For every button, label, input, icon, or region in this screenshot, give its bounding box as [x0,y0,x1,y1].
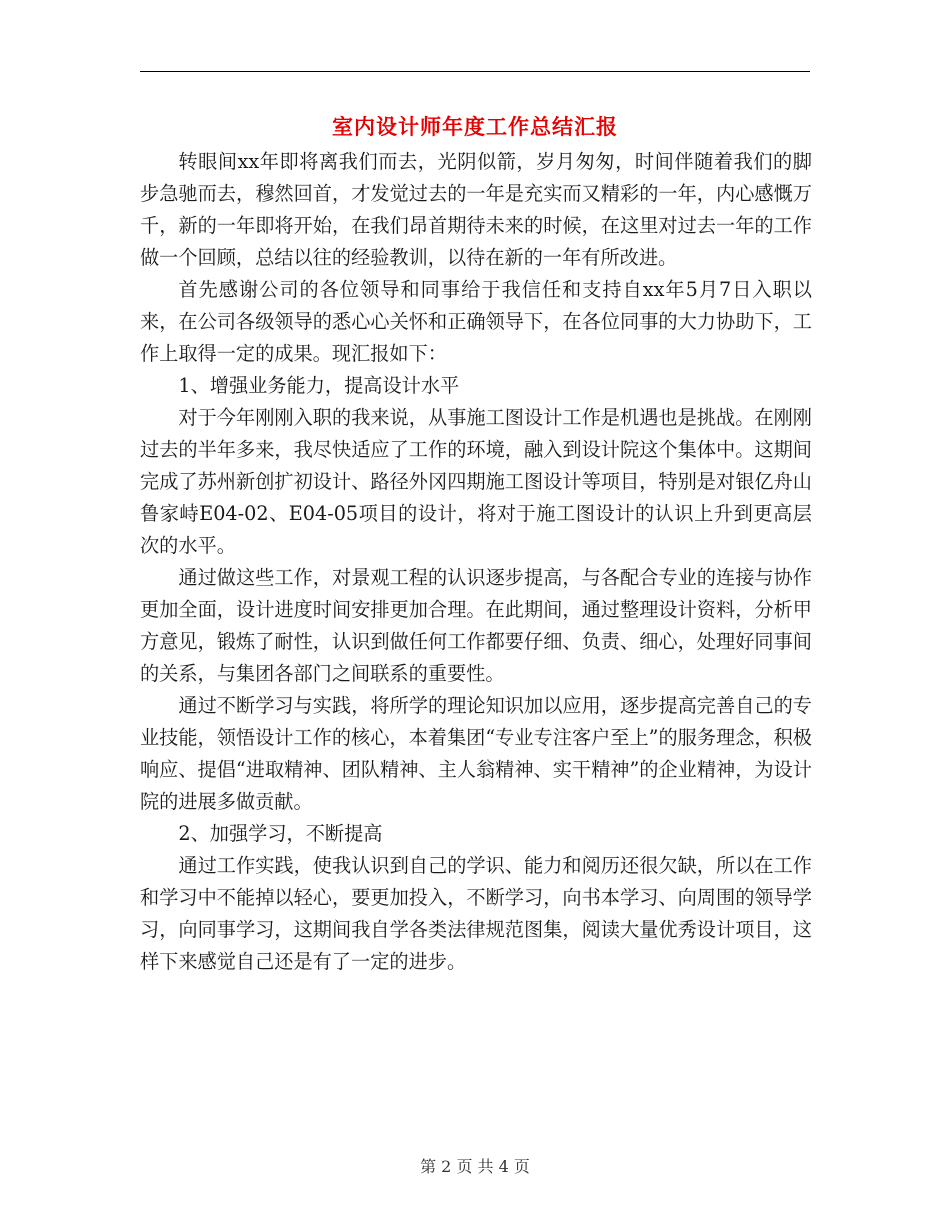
paragraph-section-1b: 通过做这些工作，对景观工程的认识逐步提高，与各配合专业的连接与协作更加全面，设计进度时间安排更加合理。在此期间，通过整理设计资料，分析甲方意见，锻炼了耐性，认识到做任何工作都要仔细、负责、细心，处理好同事间的关系，与集团各部门之间联系的重要性。 [140,566,812,685]
header-rule [140,71,810,72]
paragraph-section-2a: 通过工作实践，使我认识到自己的学识、能力和阅历还很欠缺，所以在工作和学习中不能掉以轻心，要更加投入，不断学习，向书本学习、向周围的领导学习，向同事学习，这期间我自学各类法律规范图集，阅读大量优秀设计项目，这样下来感觉自己还是有了一定的进步。 [140,854,812,973]
paragraph-section-1a: 对于今年刚刚入职的我来说，从事施工图设计工作是机遇也是挑战。在刚刚过去的半年多来，我尽快适应了工作的环境，融入到设计院这个集体中。这期间完成了苏州新创扩初设计、路径外冈四期施工图设计等项目，特别是对银亿舟山鲁家峙E04-02、E04-05项目的设计，将对于施工图设计的认识上升到更高层次的水平。 [140,406,812,557]
page-footer: 第 2 页 共 4 页 [420,1157,530,1176]
document-title: 室内设计师年度工作总结汇报 [332,115,618,139]
paragraph-intro: 转眼间xx年即将离我们而去，光阴似箭，岁月匆匆，时间伴随着我们的脚步急驰而去，穆然回首，才发觉过去的一年是充实而又精彩的一年，内心感慨万千，新的一年即将开始，在我们昂首期待未来的时候，在这里对过去一年的工作做一个回顾，总结以往的经验教训，以待在新的一年有所改进。 [140,150,812,269]
section-heading-2: 2、加强学习，不断提高 [178,822,383,845]
paragraph-section-1c: 通过不断学习与实践，将所学的理论知识加以应用，逐步提高完善自己的专业技能，领悟设计工作的核心，本着集团“专业专注客户至上”的服务理念，积极响应、提倡“进取精神、团队精神、主人翁精神、实干精神”的企业精神，为设计院的进展多做贡献。 [140,694,812,813]
document-body [140,146,812,978]
section-heading-1: 1、增强业务能力，提高设计水平 [178,374,460,397]
paragraph-thanks: 首先感谢公司的各位领导和同事给于我信任和支持自xx年5月7日入职以来，在公司各级领导的悉心心关怀和正确领导下，在各位同事的大力协助下，工作上取得一定的成果。现汇报如下： [140,278,812,365]
